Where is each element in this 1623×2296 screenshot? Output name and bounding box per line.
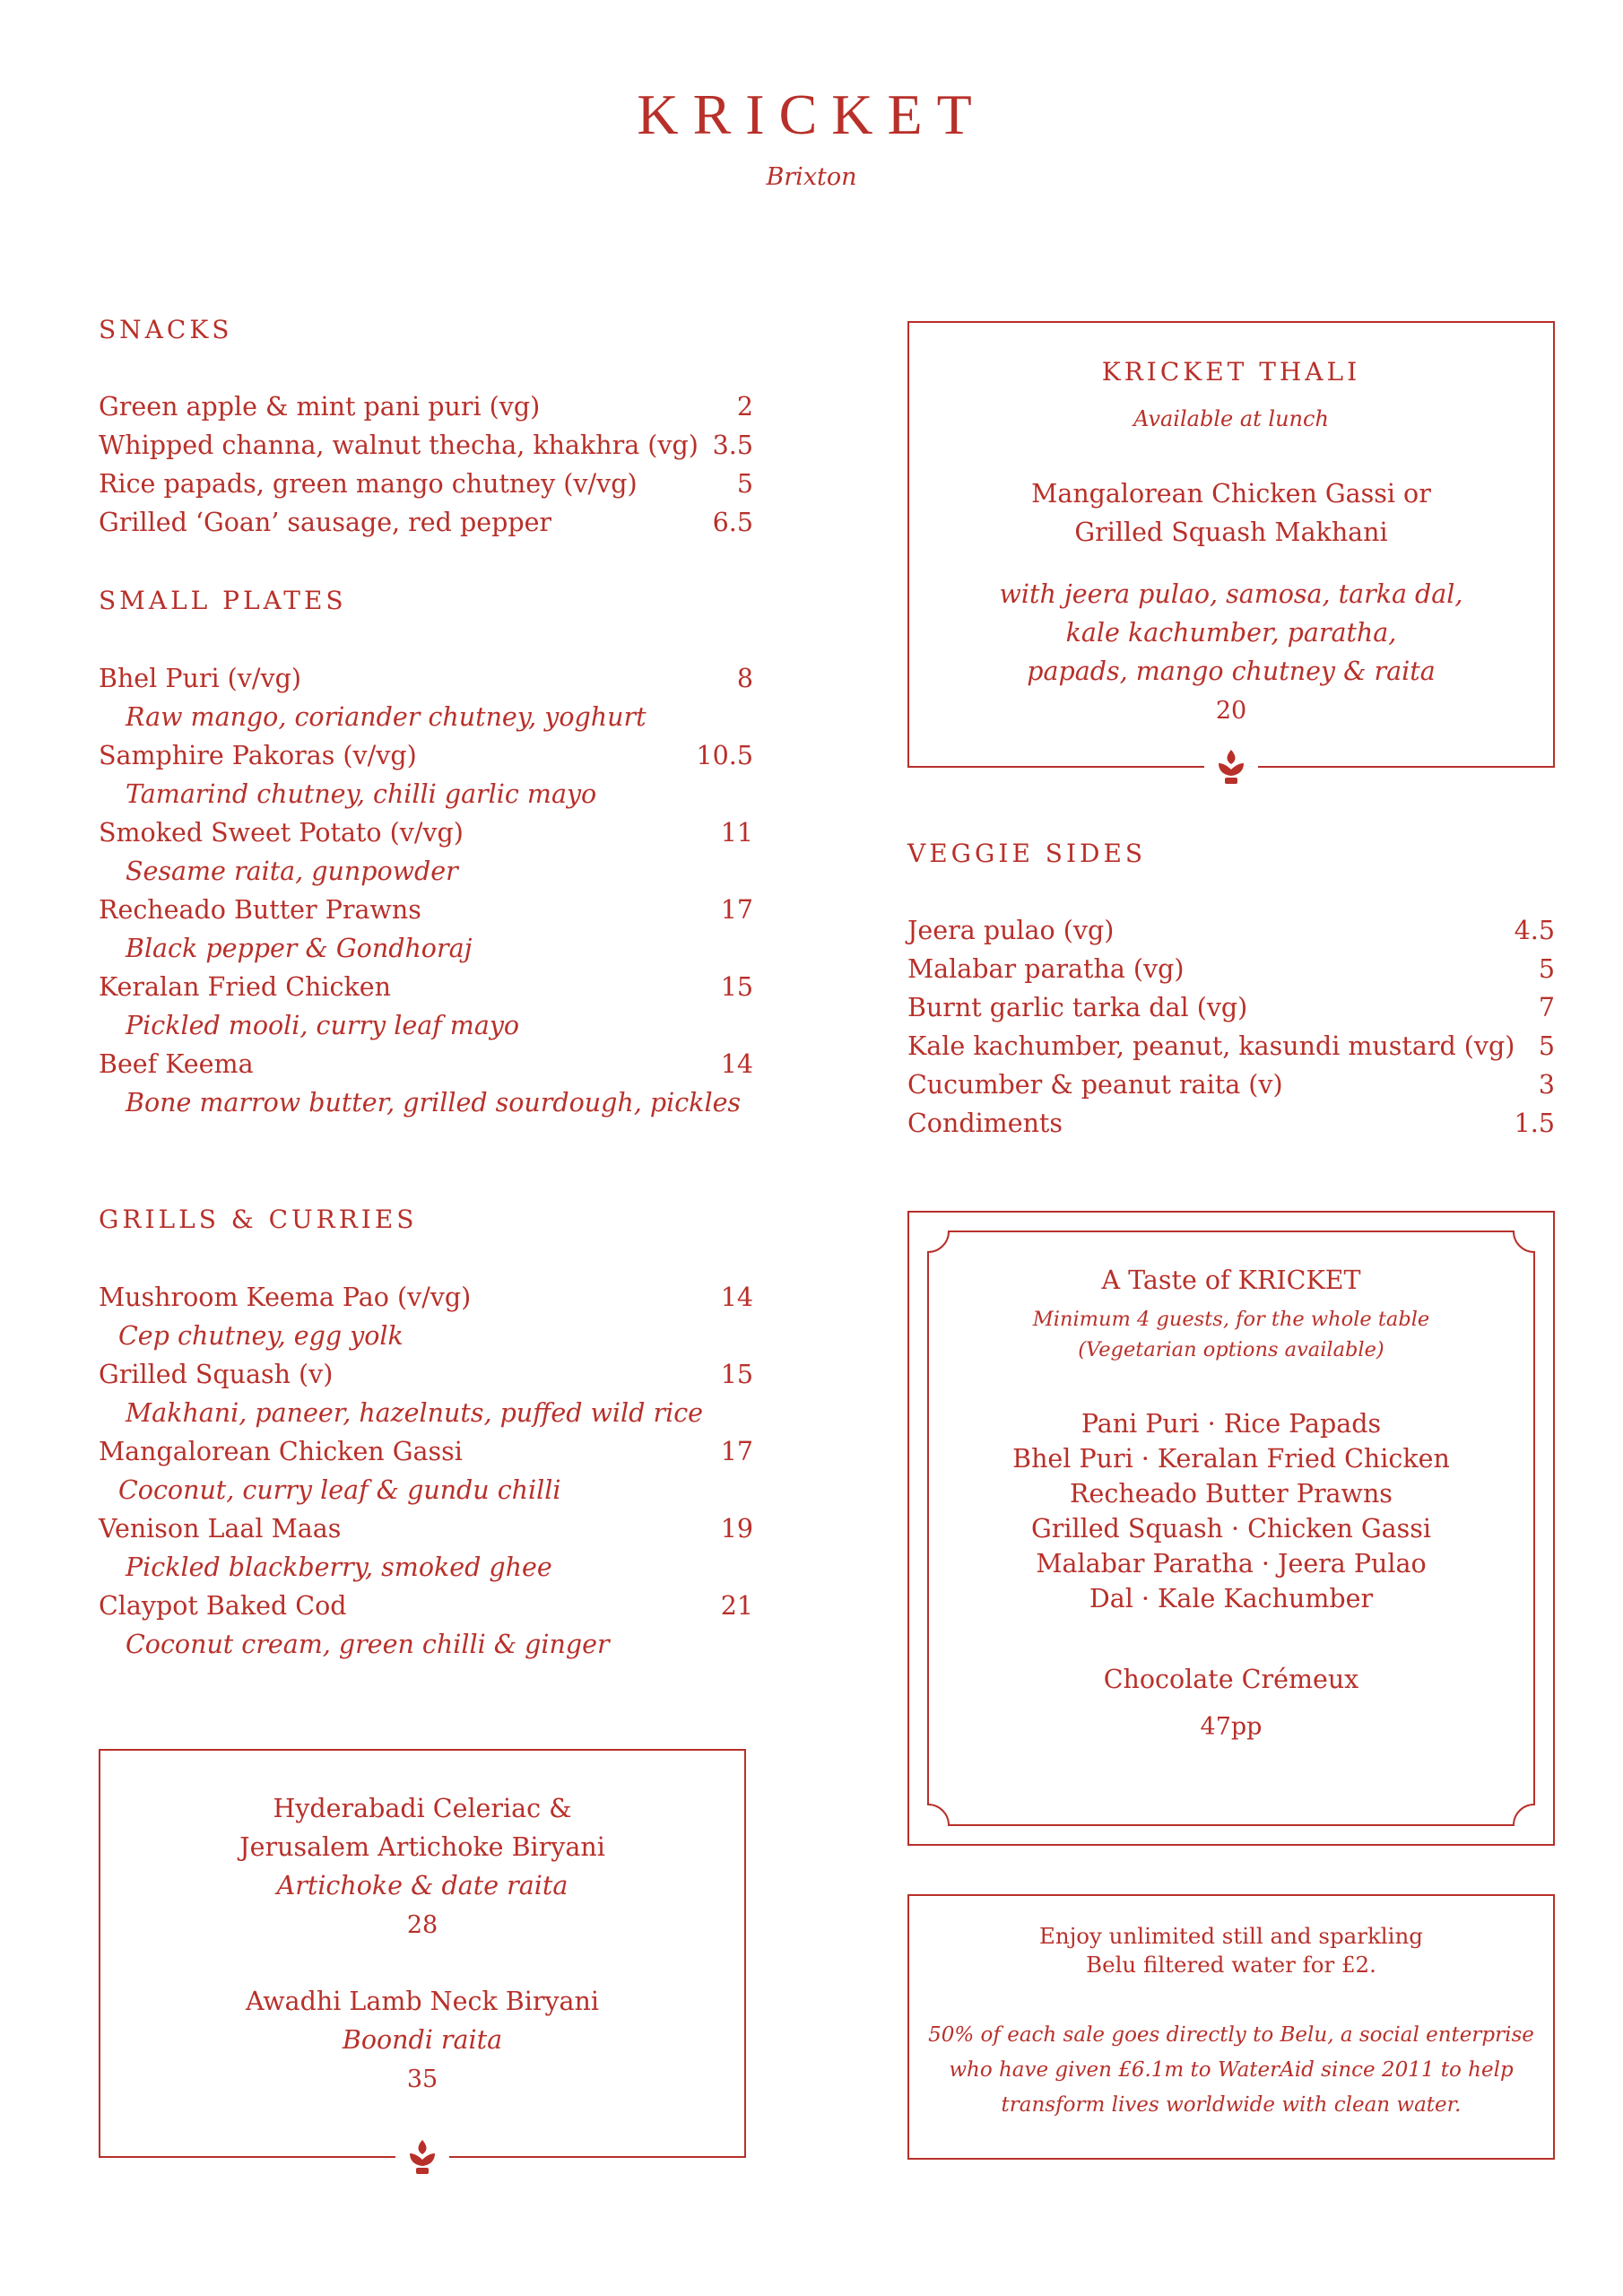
- thali-sides: kale kachumber, paratha,: [1065, 618, 1397, 648]
- taste-price: 47pp: [1200, 1713, 1263, 1741]
- menu-item: Mushroom Keema Pao (v/vg) 14: [99, 1283, 753, 1312]
- water-note: transform lives worldwide with clean water.: [1001, 2093, 1462, 2117]
- water-offer: Belu filtered water for £2.: [1086, 1952, 1376, 1978]
- taste-note: (Vegetarian options available): [1078, 1338, 1384, 1361]
- menu-item: Jeera pulao (vg) 4.5: [907, 916, 1555, 945]
- menu-item: Malabar paratha (vg) 5: [907, 954, 1555, 984]
- menu-item-description: Raw mango, coriander chutney, yoghurt: [126, 702, 647, 732]
- biryani-description: Boondi raita: [342, 2025, 503, 2055]
- menu-item: Claypot Baked Cod 21: [99, 1591, 753, 1621]
- biryani-description: Artichoke & date raita: [276, 1871, 568, 1900]
- menu-item: Whipped channa, walnut thecha, khakhra (vg) 3.5: [99, 430, 753, 460]
- thali-price: 20: [1215, 697, 1247, 725]
- menu-item: Venison Laal Maas 19: [99, 1514, 753, 1544]
- taste-course: Grilled Squash · Chicken Gassi: [1030, 1514, 1432, 1544]
- menu-item: Burnt garlic tarka dal (vg) 7: [907, 993, 1555, 1022]
- water-note: who have given £6.1m to WaterAid since 2011 to help: [949, 2058, 1514, 2082]
- menu-item-description: Sesame raita, gunpowder: [126, 857, 458, 886]
- menu-item: Grilled ‘Goan’ sausage, red pepper 6.5: [99, 508, 753, 537]
- menu-item: Kale kachumber, peanut, kasundi mustard (vg) 5: [907, 1031, 1555, 1061]
- menu-item: Keralan Fried Chicken 15: [99, 972, 753, 1002]
- menu-item: Recheado Butter Prawns 17: [99, 895, 753, 925]
- taste-course: Bhel Puri · Keralan Fried Chicken: [1012, 1444, 1450, 1474]
- thali-sides: papads, mango chutney & raita: [1027, 657, 1436, 686]
- menu-item: Green apple & mint pani puri (vg) 2: [99, 392, 753, 422]
- menu-item-description: Black pepper & Gondhoraj: [126, 934, 473, 963]
- taste-course: Pani Puri · Rice Papads: [1081, 1409, 1382, 1439]
- menu-item: Mangalorean Chicken Gassi 17: [99, 1437, 753, 1466]
- menu-item: Bhel Puri (v/vg) 8: [99, 664, 753, 693]
- taste-heading: A Taste of KRICKET: [1101, 1265, 1361, 1295]
- thali-main: Mangalorean Chicken Gassi or: [1031, 479, 1431, 509]
- biryani-title: Jerusalem Artichoke Biryani: [239, 1832, 605, 1862]
- menu-item-description: Coconut, curry leaf & gundu chilli: [118, 1475, 561, 1505]
- biryani-title: Awadhi Lamb Neck Biryani: [245, 1987, 600, 2016]
- biryani-price: 35: [406, 2066, 438, 2093]
- veggie-sides-heading: VEGGIE SIDES: [907, 839, 1147, 868]
- location-subtitle: Brixton: [766, 163, 857, 191]
- menu-item: Cucumber & peanut raita (v) 3: [907, 1070, 1555, 1100]
- small-plates-heading: SMALL PLATES: [99, 586, 347, 615]
- menu-item-description: Coconut cream, green chilli & ginger: [126, 1630, 610, 1659]
- taste-course: Dal · Kale Kachumber: [1089, 1584, 1374, 1613]
- menu-item-description: Bone marrow butter, grilled sourdough, pickles: [126, 1088, 742, 1118]
- water-offer: Enjoy unlimited still and sparkling: [1039, 1923, 1423, 1949]
- biryani-title: Hyderabadi Celeriac &: [273, 1794, 572, 1823]
- lotus-emblem-icon: [395, 2138, 449, 2178]
- thali-sides: with jeera pulao, samosa, tarka dal,: [999, 579, 1463, 609]
- lotus-emblem-icon: [1204, 748, 1258, 787]
- taste-course: Malabar Paratha · Jeera Pulao: [1036, 1549, 1427, 1578]
- restaurant-logo: KRICKET: [637, 83, 986, 146]
- menu-item: Samphire Pakoras (v/vg) 10.5: [99, 741, 753, 770]
- grills-heading: GRILLS & CURRIES: [99, 1205, 418, 1234]
- taste-course: Recheado Butter Prawns: [1070, 1479, 1393, 1509]
- thali-main: Grilled Squash Makhani: [1074, 517, 1388, 547]
- water-note: 50% of each sale goes directly to Belu, a social enterprise: [928, 2023, 1534, 2047]
- menu-item: Smoked Sweet Potato (v/vg) 11: [99, 818, 753, 848]
- biryani-price: 28: [406, 1911, 438, 1939]
- menu-item-description: Pickled blackberry, smoked ghee: [126, 1552, 552, 1582]
- menu-item: Rice papads, green mango chutney (v/vg) 5: [99, 469, 753, 499]
- menu-item-description: Makhani, paneer, hazelnuts, puffed wild rice: [126, 1398, 704, 1428]
- menu-item-description: Cep chutney, egg yolk: [118, 1321, 404, 1351]
- menu-item-description: Pickled mooli, curry leaf mayo: [126, 1011, 520, 1040]
- taste-note: Minimum 4 guests, for the whole table: [1032, 1308, 1430, 1331]
- thali-heading: KRICKET THALI: [1101, 357, 1361, 387]
- thali-availability: Available at lunch: [1133, 406, 1329, 431]
- taste-dessert: Chocolate Crémeux: [1103, 1665, 1359, 1694]
- menu-item-description: Tamarind chutney, chilli garlic mayo: [126, 779, 597, 809]
- menu-item: Beef Keema 14: [99, 1049, 753, 1079]
- snacks-heading: SNACKS: [99, 315, 233, 344]
- menu-item: Condiments 1.5: [907, 1109, 1555, 1138]
- menu-item: Grilled Squash (v) 15: [99, 1360, 753, 1389]
